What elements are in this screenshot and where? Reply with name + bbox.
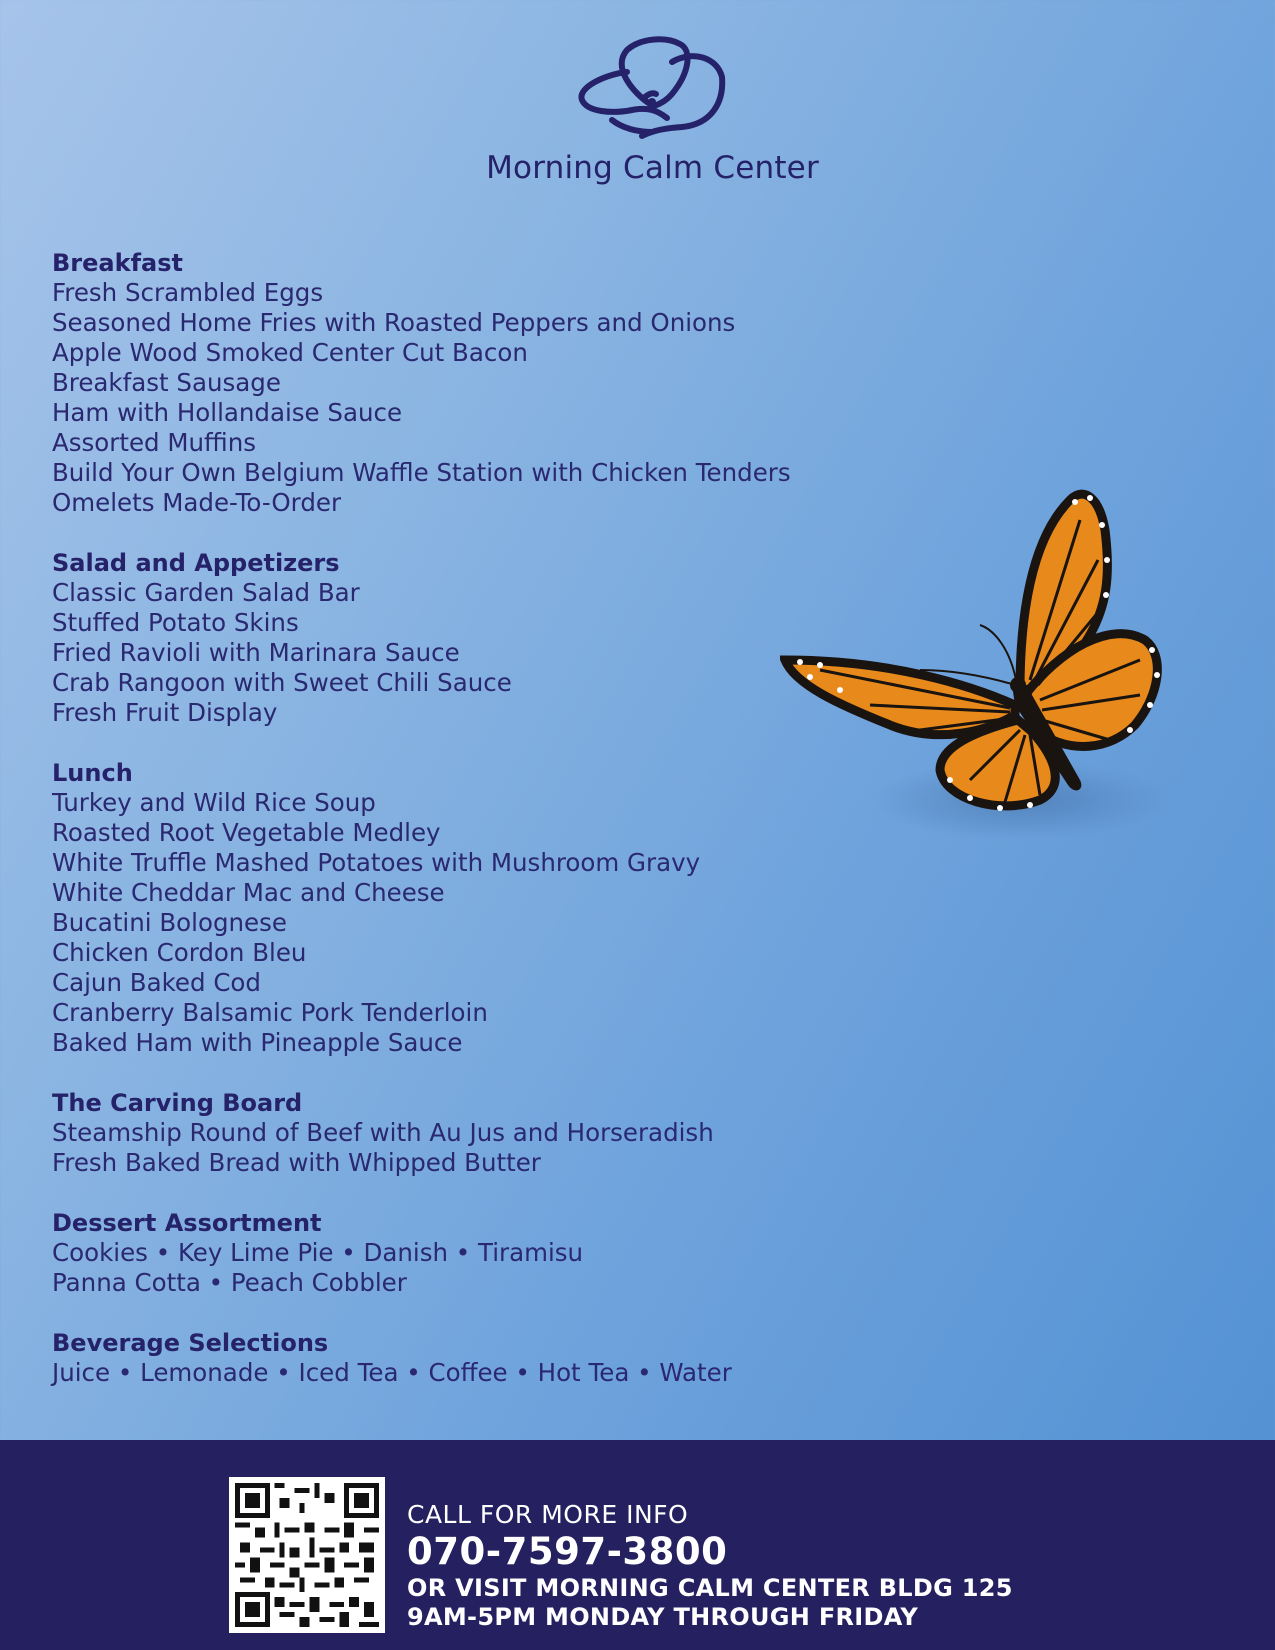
section-title: Lunch — [52, 759, 133, 787]
menu-item: Stuffed Potato Skins — [52, 608, 299, 637]
section-salad-appetizers — [52, 548, 852, 728]
qr-code-icon[interactable] — [229, 1477, 385, 1633]
menu-item: Fresh Fruit Display — [52, 698, 278, 727]
menu-item: Omelets Made-To-Order — [52, 488, 342, 517]
call-for-info-text: CALL FOR MORE INFO — [407, 1500, 689, 1529]
menu-item: Breakfast Sausage — [52, 368, 281, 397]
menu-item: Juice • Lemonade • Iced Tea • Coffee • Hot Tea • Water — [52, 1358, 732, 1387]
section-title: Dessert Assortment — [52, 1209, 322, 1237]
section-beverages — [52, 1328, 852, 1388]
menu-item: Cajun Baked Cod — [52, 968, 261, 997]
menu-item: Chicken Cordon Bleu — [52, 938, 307, 967]
phone-number[interactable]: 070-7597-3800 — [407, 1530, 728, 1573]
menu-item: Baked Ham with Pineapple Sauce — [52, 1028, 463, 1057]
menu-item: Panna Cotta • Peach Cobbler — [52, 1268, 407, 1297]
menu-item: Crab Rangoon with Sweet Chili Sauce — [52, 668, 512, 697]
section-title: Beverage Selections — [52, 1329, 329, 1357]
menu-item: Steamship Round of Beef with Au Jus and Horseradish — [52, 1118, 714, 1147]
menu-item: Roasted Root Vegetable Medley — [52, 818, 441, 847]
menu-item: Ham with Hollandaise Sauce — [52, 398, 403, 427]
menu-item: Assorted Muffins — [52, 428, 257, 457]
menu-item: Turkey and Wild Rice Soup — [52, 788, 376, 817]
section-dessert — [52, 1208, 852, 1298]
menu-item: Apple Wood Smoked Center Cut Bacon — [52, 338, 528, 367]
visit-location-text: OR VISIT MORNING CALM CENTER BLDG 125 — [407, 1574, 1013, 1602]
hours-text: 9AM-5PM MONDAY THROUGH FRIDAY — [407, 1603, 919, 1631]
menu-item: Fried Ravioli with Marinara Sauce — [52, 638, 460, 667]
menu-item: Fresh Scrambled Eggs — [52, 278, 324, 307]
menu-item: White Cheddar Mac and Cheese — [52, 878, 445, 907]
menu-item: Fresh Baked Bread with Whipped Butter — [52, 1148, 541, 1177]
menu-item: Build Your Own Belgium Waffle Station with Chicken Tenders — [52, 458, 791, 487]
flower-logo-icon — [572, 32, 732, 147]
contact-info — [407, 1500, 1013, 1632]
section-title: The Carving Board — [52, 1089, 303, 1117]
menu-item: Seasoned Home Fries with Roasted Peppers and Onions — [52, 308, 736, 337]
section-title: Salad and Appetizers — [52, 549, 340, 577]
section-title: Breakfast — [52, 249, 183, 277]
menu-list — [52, 248, 852, 1418]
menu-item: White Truffle Mashed Potatoes with Mushroom Gravy — [52, 848, 701, 877]
menu-item: Bucatini Bolognese — [52, 908, 287, 937]
menu-item: Cranberry Balsamic Pork Tenderloin — [52, 998, 488, 1027]
section-breakfast — [52, 248, 852, 518]
section-lunch — [52, 758, 852, 1058]
brand-name: Morning Calm Center — [486, 150, 819, 186]
section-carving-board — [52, 1088, 852, 1178]
menu-item: Cookies • Key Lime Pie • Danish • Tiramisu — [52, 1238, 584, 1267]
monarch-butterfly-image — [780, 480, 1220, 880]
menu-item: Classic Garden Salad Bar — [52, 578, 360, 607]
